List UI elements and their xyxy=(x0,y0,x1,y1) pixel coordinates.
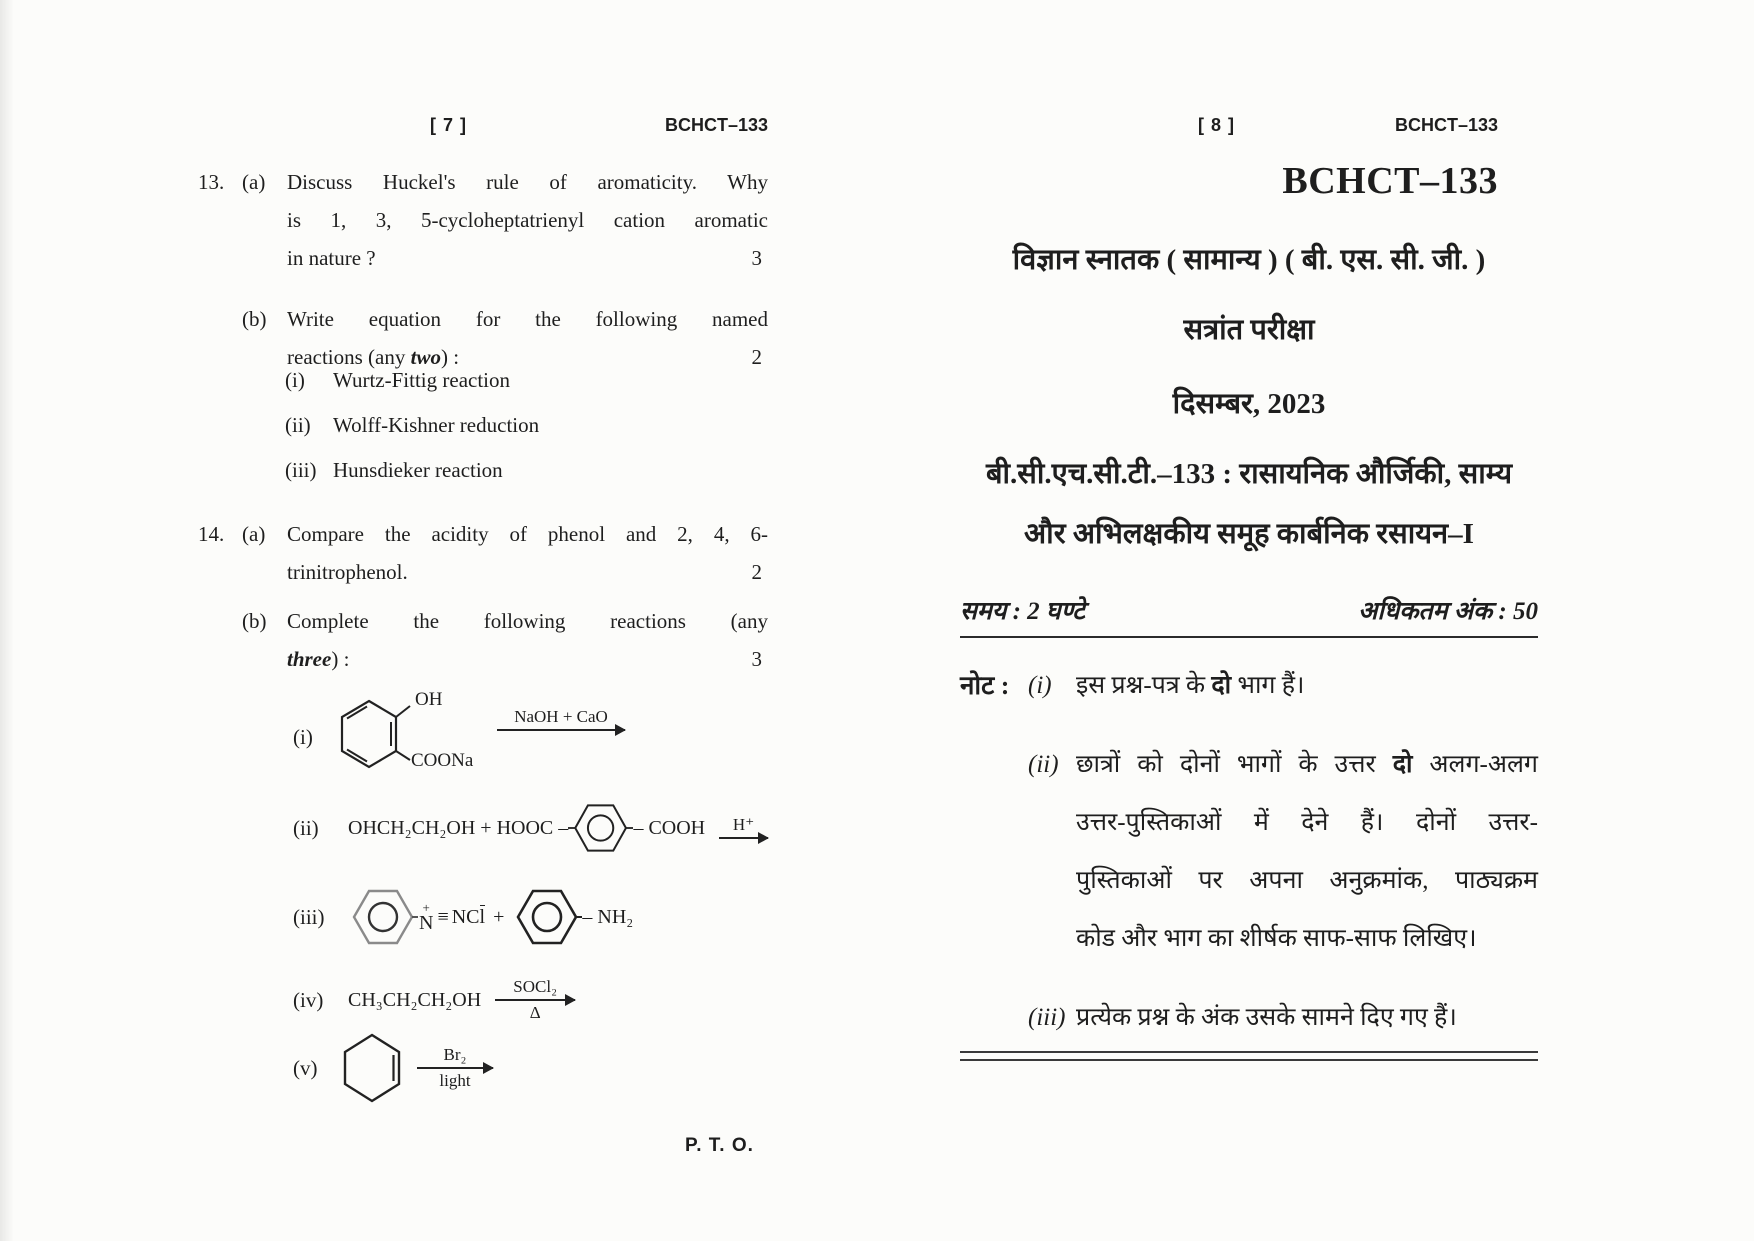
list-item-text: Wolff-Kishner reduction xyxy=(333,413,540,437)
benzene-ring-diagram xyxy=(568,798,633,858)
left-page xyxy=(180,115,770,1205)
question-text xyxy=(287,602,768,678)
note-item-text: प्रत्येक प्रश्न के अंक उसके सामने दिए गए हैं। xyxy=(1076,1004,1457,1031)
list-item-text: Wurtz-Fittig reaction xyxy=(333,368,511,392)
question-text xyxy=(287,163,768,277)
reaction-arrow xyxy=(417,1045,493,1091)
emphasis-word: two xyxy=(410,345,441,369)
question-number: 14. xyxy=(198,522,225,546)
question-number: 13. xyxy=(198,170,225,194)
question-line: Complete the following reactions (any xyxy=(287,609,768,633)
question-14b xyxy=(198,602,768,678)
note-item-label: (iii) xyxy=(1028,1004,1066,1031)
chloride-overbar: l xyxy=(479,905,486,928)
arrow-reagent-label: H⁺ xyxy=(732,815,755,834)
arrow-shaft xyxy=(497,729,625,731)
line-segment: reactions (any xyxy=(287,345,411,369)
arrow-reagent-label: SOCl₂ xyxy=(513,977,558,996)
reaction-label: (iv) xyxy=(293,987,324,1012)
exam-session-heading: सत्रांत परीक्षा xyxy=(1183,314,1315,346)
arrow-condition-label: Δ xyxy=(529,1003,541,1022)
right-page xyxy=(960,115,1538,1125)
note-item-label: (i) xyxy=(1028,672,1052,699)
question-line: trinitrophenol. xyxy=(287,560,408,584)
arrow-shaft xyxy=(719,837,768,839)
list-item xyxy=(285,455,539,500)
arrow-reagent-label: Br₂ xyxy=(443,1045,467,1064)
list-item-label: (iii) xyxy=(285,458,317,482)
arrow-reagent-label: NaOH + CaO xyxy=(514,707,608,726)
note-segment: इस प्रश्न-पत्र के xyxy=(1076,672,1212,699)
positive-charge-label: + xyxy=(422,900,430,915)
question-number-spacer xyxy=(198,300,242,376)
exam-meta-row xyxy=(960,593,1538,627)
benzene-ring-diagram xyxy=(348,885,418,949)
list-item xyxy=(285,410,539,455)
emphasis-word: three xyxy=(287,647,332,671)
note-line xyxy=(1076,736,1538,794)
reaction-label: (iii) xyxy=(293,904,325,929)
note-item-i xyxy=(1028,657,1538,715)
marks-value: 2 xyxy=(751,560,762,584)
reaction-arrow xyxy=(497,707,625,733)
note-label: नोट : xyxy=(960,671,1010,700)
marks-value: 3 xyxy=(751,246,762,270)
question-text xyxy=(287,515,768,591)
marks-value: 3 xyxy=(751,647,762,671)
scan-edge-shadow xyxy=(0,0,14,1241)
note-bold-word: दो xyxy=(1392,751,1413,778)
chloride-counterion xyxy=(452,906,485,929)
reaction-iv xyxy=(293,977,693,1023)
reaction-v xyxy=(293,1032,593,1104)
note-segment: भाग हैं। xyxy=(1231,672,1305,699)
reactant-formula: OHCH₂CH₂OH + HOOC – xyxy=(348,816,569,839)
question-line: Compare the acidity of phenol and 2, 4, 6- xyxy=(287,522,768,546)
page-number: [ 8 ] xyxy=(1198,115,1236,135)
note-item-text xyxy=(1076,736,1538,968)
list-item xyxy=(285,365,539,410)
question-part-label: (b) xyxy=(242,609,267,633)
course-code-header: BCHCT–133 xyxy=(664,115,768,135)
note-item-iii xyxy=(1028,989,1538,1047)
arrow-shaft xyxy=(417,1067,493,1069)
note-segment: अलग-अलग xyxy=(1412,751,1538,778)
plus-separator: + xyxy=(493,905,505,928)
reaction-arrow xyxy=(495,977,575,1023)
arrow-shaft xyxy=(495,999,575,1001)
right-page-header xyxy=(960,115,1538,145)
question-part-label: (a) xyxy=(242,522,266,546)
note-section xyxy=(960,657,1538,1047)
reaction-label: (ii) xyxy=(293,815,319,840)
page-number: [ 7 ] xyxy=(430,115,468,135)
list-item-label: (ii) xyxy=(285,413,311,437)
reaction-label: (i) xyxy=(293,725,313,749)
nitrogen-label: N xyxy=(419,912,434,934)
question-number-spacer xyxy=(198,602,242,678)
question-line: in nature ? xyxy=(287,246,376,270)
note-bold-word: दो xyxy=(1211,672,1232,699)
benzene-ring-diagram xyxy=(512,885,582,949)
counterion-segment: NC xyxy=(451,905,480,928)
note-items xyxy=(1028,657,1538,1047)
marks-value: 2 xyxy=(751,345,762,369)
reactant-formula: CH₃CH₂CH₂OH xyxy=(348,988,482,1011)
reaction-arrow xyxy=(719,815,768,841)
program-heading: विज्ञान स्नातक ( सामान्य ) ( बी. एस. सी. जी. ) xyxy=(1012,244,1486,276)
cyclohexene-ring-diagram xyxy=(341,1032,405,1104)
course-title-line2: और अभिलक्षकीय समूह कार्बनिक रसायन–I xyxy=(1024,518,1474,550)
reaction-iii xyxy=(293,885,773,949)
separator-rule xyxy=(960,636,1538,638)
amine-group-label: – NH₂ xyxy=(582,905,634,928)
exam-date-heading: दिसम्बर, 2023 xyxy=(1172,388,1326,420)
note-item-text xyxy=(1076,657,1538,715)
line-segment: ) : xyxy=(440,345,460,369)
question-14a xyxy=(198,515,768,591)
note-line: पुस्तिकाओं पर अपना अनुक्रमांक, पाठ्यक्रम xyxy=(1076,867,1538,894)
reaction-label: (v) xyxy=(293,1055,318,1080)
named-reactions-list xyxy=(285,365,539,500)
list-item-text: Hunsdieker reaction xyxy=(333,458,503,482)
question-part-label: (a) xyxy=(242,170,266,194)
list-item-label: (i) xyxy=(285,368,305,392)
substituent-label: OH xyxy=(415,689,443,710)
question-line xyxy=(287,640,768,678)
note-segment: छात्रों को दोनों भागों के उत्तर xyxy=(1076,751,1393,778)
line-segment: ) : xyxy=(331,647,350,671)
arrow-condition-label: light xyxy=(439,1071,471,1090)
course-code-header: BCHCT–133 xyxy=(1394,115,1498,135)
note-item-label: (ii) xyxy=(1028,751,1059,778)
left-page-header xyxy=(180,115,770,145)
question-13a xyxy=(198,163,768,277)
benzene-ring-kekule-diagram xyxy=(338,698,412,774)
course-title-line1: बी.सी.एच.सी.टी.–133 : रासायनिक और्जिकी, साम्य xyxy=(985,458,1513,490)
diazonium-nitrogen xyxy=(419,901,433,933)
exam-code-title: BCHCT–133 xyxy=(1282,160,1498,202)
reactant-formula: – COOH xyxy=(633,816,706,839)
question-line: is 1, 3, 5-cycloheptatrienyl cation aromatic xyxy=(287,208,768,232)
pto-label: P. T. O. xyxy=(685,1135,754,1156)
note-line: कोड और भाग का शीर्षक साफ-साफ लिखिए। xyxy=(1076,925,1477,952)
note-item-ii xyxy=(1028,736,1538,968)
reaction-i xyxy=(293,689,763,795)
maximum-marks: अधिकतम अंक : 50 xyxy=(1358,598,1538,625)
substituent-label: COONa xyxy=(411,750,474,771)
double-separator-rule xyxy=(960,1051,1538,1061)
triple-bond-symbol: ≡ xyxy=(437,905,449,928)
question-part-label: (b) xyxy=(242,307,267,331)
time-allowed: समय : 2 घण्टे xyxy=(960,598,1085,625)
note-line: उत्तर-पुस्तिकाओं में देने हैं। दोनों उत्तर- xyxy=(1076,809,1538,836)
reaction-ii xyxy=(293,798,768,858)
question-line: Discuss Huckel's rule of aromaticity. Why xyxy=(287,170,768,194)
question-line: Write equation for the following named xyxy=(287,307,768,331)
